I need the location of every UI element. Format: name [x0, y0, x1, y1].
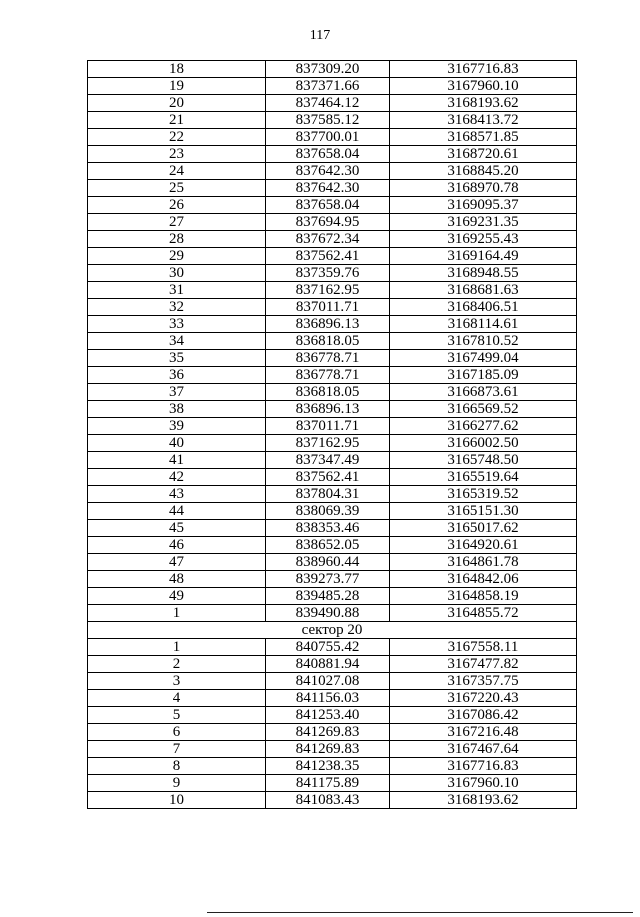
- y-coordinate: 3167357.75: [390, 673, 577, 690]
- y-coordinate: 3168970.78: [390, 180, 577, 197]
- point-number: 46: [88, 537, 266, 554]
- table-row: [88, 639, 577, 656]
- x-coordinate: 841238.35: [266, 758, 390, 775]
- x-coordinate: 837011.71: [266, 418, 390, 435]
- point-number: 45: [88, 520, 266, 537]
- x-coordinate: 837642.30: [266, 180, 390, 197]
- point-number: 9: [88, 775, 266, 792]
- y-coordinate: 3164842.06: [390, 571, 577, 588]
- y-coordinate: 3167477.82: [390, 656, 577, 673]
- point-number: 1: [88, 605, 266, 622]
- y-coordinate: 3168845.20: [390, 163, 577, 180]
- table-row: [88, 554, 577, 571]
- point-number: 44: [88, 503, 266, 520]
- y-coordinate: 3168406.51: [390, 299, 577, 316]
- point-number: 31: [88, 282, 266, 299]
- y-coordinate: 3168571.85: [390, 129, 577, 146]
- x-coordinate: 841269.83: [266, 741, 390, 758]
- point-number: 43: [88, 486, 266, 503]
- y-coordinate: 3169095.37: [390, 197, 577, 214]
- point-number: 2: [88, 656, 266, 673]
- table-row: [88, 384, 577, 401]
- table-row: [88, 129, 577, 146]
- table-row: [88, 588, 577, 605]
- point-number: 30: [88, 265, 266, 282]
- x-coordinate: 837347.49: [266, 452, 390, 469]
- point-number: 3: [88, 673, 266, 690]
- y-coordinate: 3168193.62: [390, 95, 577, 112]
- table-row: [88, 435, 577, 452]
- x-coordinate: 837585.12: [266, 112, 390, 129]
- point-number: 25: [88, 180, 266, 197]
- y-coordinate: 3168681.63: [390, 282, 577, 299]
- section-label: сектор 20: [88, 622, 577, 639]
- y-coordinate: 3164858.19: [390, 588, 577, 605]
- page-number: 117: [309, 28, 331, 43]
- table-row: [88, 401, 577, 418]
- table-row: [88, 316, 577, 333]
- x-coordinate: 837464.12: [266, 95, 390, 112]
- y-coordinate: 3167216.48: [390, 724, 577, 741]
- x-coordinate: 837658.04: [266, 146, 390, 163]
- x-coordinate: 841253.40: [266, 707, 390, 724]
- table-row: [88, 741, 577, 758]
- table-row: [88, 775, 577, 792]
- y-coordinate: 3167716.83: [390, 61, 577, 78]
- table-row: [88, 486, 577, 503]
- x-coordinate: 837309.20: [266, 61, 390, 78]
- y-coordinate: 3167716.83: [390, 758, 577, 775]
- x-coordinate: 838960.44: [266, 554, 390, 571]
- point-number: 48: [88, 571, 266, 588]
- table-row: [88, 656, 577, 673]
- table-row: [88, 690, 577, 707]
- table-row: [88, 605, 577, 622]
- table-row: [88, 197, 577, 214]
- point-number: 7: [88, 741, 266, 758]
- table-row: [88, 469, 577, 486]
- table-row: [88, 282, 577, 299]
- y-coordinate: 3168193.62: [390, 792, 577, 809]
- y-coordinate: 3169255.43: [390, 231, 577, 248]
- point-number: 6: [88, 724, 266, 741]
- table-row: [88, 537, 577, 554]
- point-number: 23: [88, 146, 266, 163]
- point-number: 49: [88, 588, 266, 605]
- x-coordinate: 838652.05: [266, 537, 390, 554]
- point-number: 29: [88, 248, 266, 265]
- point-number: 18: [88, 61, 266, 78]
- point-number: 36: [88, 367, 266, 384]
- y-coordinate: 3168948.55: [390, 265, 577, 282]
- y-coordinate: 3166002.50: [390, 435, 577, 452]
- table-row: [88, 78, 577, 95]
- y-coordinate: 3167960.10: [390, 78, 577, 95]
- point-number: 34: [88, 333, 266, 350]
- x-coordinate: 841156.03: [266, 690, 390, 707]
- table-row: [88, 180, 577, 197]
- point-number: 24: [88, 163, 266, 180]
- y-coordinate: 3167086.42: [390, 707, 577, 724]
- table-row: [88, 95, 577, 112]
- table-row: [88, 452, 577, 469]
- table-row: [88, 265, 577, 282]
- y-coordinate: 3166873.61: [390, 384, 577, 401]
- x-coordinate: 840881.94: [266, 656, 390, 673]
- table-row: [88, 758, 577, 775]
- point-number: 39: [88, 418, 266, 435]
- y-coordinate: 3167185.09: [390, 367, 577, 384]
- y-coordinate: 3164855.72: [390, 605, 577, 622]
- x-coordinate: 836818.05: [266, 333, 390, 350]
- x-coordinate: 837700.01: [266, 129, 390, 146]
- y-coordinate: 3167499.04: [390, 350, 577, 367]
- x-coordinate: 836778.71: [266, 367, 390, 384]
- x-coordinate: 839485.28: [266, 588, 390, 605]
- coordinates-table-body: [88, 61, 577, 809]
- x-coordinate: 841269.83: [266, 724, 390, 741]
- x-coordinate: 841027.08: [266, 673, 390, 690]
- table-row: [88, 350, 577, 367]
- y-coordinate: 3165017.62: [390, 520, 577, 537]
- y-coordinate: 3167558.11: [390, 639, 577, 656]
- y-coordinate: 3168413.72: [390, 112, 577, 129]
- y-coordinate: 3164861.78: [390, 554, 577, 571]
- x-coordinate: 838353.46: [266, 520, 390, 537]
- x-coordinate: 837371.66: [266, 78, 390, 95]
- y-coordinate: 3167960.10: [390, 775, 577, 792]
- x-coordinate: 837804.31: [266, 486, 390, 503]
- x-coordinate: 838069.39: [266, 503, 390, 520]
- table-row: [88, 61, 577, 78]
- point-number: 41: [88, 452, 266, 469]
- point-number: 26: [88, 197, 266, 214]
- point-number: 28: [88, 231, 266, 248]
- coordinates-table: [87, 60, 577, 809]
- x-coordinate: 836896.13: [266, 401, 390, 418]
- x-coordinate: 837672.34: [266, 231, 390, 248]
- x-coordinate: 837562.41: [266, 248, 390, 265]
- y-coordinate: 3169164.49: [390, 248, 577, 265]
- table-row: [88, 792, 577, 809]
- y-coordinate: 3169231.35: [390, 214, 577, 231]
- y-coordinate: 3167467.64: [390, 741, 577, 758]
- scan-edge-line: [207, 912, 633, 913]
- table-row: [88, 418, 577, 435]
- x-coordinate: 837359.76: [266, 265, 390, 282]
- point-number: 19: [88, 78, 266, 95]
- table-row: [88, 707, 577, 724]
- table-row: [88, 163, 577, 180]
- table-row: [88, 724, 577, 741]
- table-row: [88, 367, 577, 384]
- point-number: 27: [88, 214, 266, 231]
- point-number: 10: [88, 792, 266, 809]
- x-coordinate: 839273.77: [266, 571, 390, 588]
- table-row: [88, 520, 577, 537]
- point-number: 1: [88, 639, 266, 656]
- point-number: 47: [88, 554, 266, 571]
- y-coordinate: 3166277.62: [390, 418, 577, 435]
- y-coordinate: 3165319.52: [390, 486, 577, 503]
- point-number: 20: [88, 95, 266, 112]
- y-coordinate: 3168114.61: [390, 316, 577, 333]
- x-coordinate: 841083.43: [266, 792, 390, 809]
- x-coordinate: 837162.95: [266, 282, 390, 299]
- y-coordinate: 3165151.30: [390, 503, 577, 520]
- table-row: [88, 571, 577, 588]
- x-coordinate: 836778.71: [266, 350, 390, 367]
- y-coordinate: 3164920.61: [390, 537, 577, 554]
- y-coordinate: 3167220.43: [390, 690, 577, 707]
- x-coordinate: 837562.41: [266, 469, 390, 486]
- table-row: [88, 503, 577, 520]
- x-coordinate: 841175.89: [266, 775, 390, 792]
- table-row: [88, 146, 577, 163]
- point-number: 21: [88, 112, 266, 129]
- y-coordinate: 3166569.52: [390, 401, 577, 418]
- point-number: 8: [88, 758, 266, 775]
- y-coordinate: 3167810.52: [390, 333, 577, 350]
- x-coordinate: 840755.42: [266, 639, 390, 656]
- x-coordinate: 837642.30: [266, 163, 390, 180]
- point-number: 40: [88, 435, 266, 452]
- x-coordinate: 837011.71: [266, 299, 390, 316]
- table-row: [88, 214, 577, 231]
- table-row: [88, 333, 577, 350]
- point-number: 35: [88, 350, 266, 367]
- x-coordinate: 837694.95: [266, 214, 390, 231]
- table-row: [88, 231, 577, 248]
- x-coordinate: 836896.13: [266, 316, 390, 333]
- y-coordinate: 3168720.61: [390, 146, 577, 163]
- table-row: [88, 248, 577, 265]
- point-number: 32: [88, 299, 266, 316]
- section-row: [88, 622, 577, 639]
- point-number: 37: [88, 384, 266, 401]
- point-number: 22: [88, 129, 266, 146]
- y-coordinate: 3165748.50: [390, 452, 577, 469]
- x-coordinate: 836818.05: [266, 384, 390, 401]
- x-coordinate: 837658.04: [266, 197, 390, 214]
- point-number: 33: [88, 316, 266, 333]
- x-coordinate: 837162.95: [266, 435, 390, 452]
- table-row: [88, 299, 577, 316]
- point-number: 5: [88, 707, 266, 724]
- y-coordinate: 3165519.64: [390, 469, 577, 486]
- point-number: 38: [88, 401, 266, 418]
- table-row: [88, 112, 577, 129]
- table-row: [88, 673, 577, 690]
- x-coordinate: 839490.88: [266, 605, 390, 622]
- point-number: 4: [88, 690, 266, 707]
- point-number: 42: [88, 469, 266, 486]
